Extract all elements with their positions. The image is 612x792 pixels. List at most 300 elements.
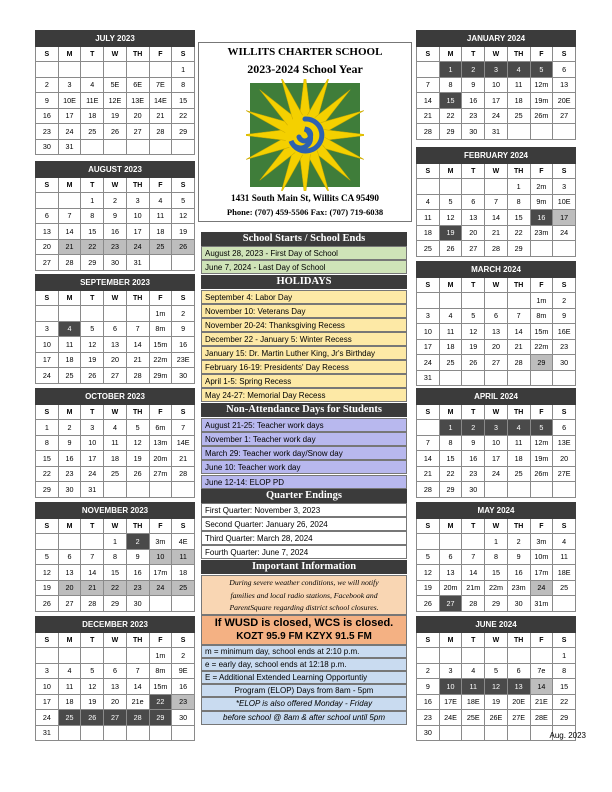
weekday-header: TH — [126, 291, 149, 306]
month-calendar — [35, 161, 195, 271]
day-cell: 8m — [149, 663, 172, 679]
day-cell: 18E — [553, 565, 576, 581]
weekday-header: M — [58, 405, 81, 420]
weekday-header: S — [36, 633, 59, 648]
day-cell: 11 — [439, 324, 462, 340]
weekday-header: S — [36, 519, 59, 534]
day-cell: 24 — [81, 466, 104, 482]
day-cell: 24 — [530, 580, 553, 596]
day-cell: 2 — [553, 293, 576, 309]
legend-elop-note: *ELOP is also offered Monday - Friday — [201, 697, 407, 711]
closure-notice — [201, 615, 407, 645]
day-cell: 17E — [439, 694, 462, 710]
day-cell: 7E — [149, 77, 172, 93]
day-cell: 28 — [172, 466, 195, 482]
weekday-header: TH — [507, 519, 530, 534]
day-cell: 16 — [172, 337, 195, 353]
closure-line: If WUSD is closed, WCS is closed. — [214, 617, 394, 629]
day-cell: 27 — [553, 108, 576, 124]
day-cell: 6 — [104, 663, 127, 679]
day-cell: 9 — [462, 77, 485, 93]
day-cell: 2 — [462, 62, 485, 78]
day-cell — [507, 124, 530, 140]
day-cell: 10 — [36, 679, 59, 695]
day-cell: 20 — [58, 580, 81, 596]
day-cell: 28 — [417, 482, 440, 498]
day-cell: 12m — [530, 435, 553, 451]
day-cell — [485, 293, 508, 309]
day-cell: 18 — [417, 225, 440, 241]
day-cell: 7 — [126, 663, 149, 679]
day-cell: 20 — [553, 451, 576, 467]
day-cell: 26 — [126, 466, 149, 482]
day-cell: 11 — [104, 435, 127, 451]
day-cell: 14 — [507, 324, 530, 340]
day-cell: 6 — [553, 62, 576, 78]
day-cell: 7 — [58, 208, 81, 224]
month-calendar — [35, 502, 195, 612]
non-attendance-row: August 21-25: Teacher work days — [201, 418, 407, 432]
day-cell: 3 — [58, 77, 81, 93]
month-title: JULY 2023 — [36, 31, 195, 47]
day-cell: 2 — [126, 534, 149, 550]
weekday-header: W — [104, 178, 127, 193]
day-cell: 16 — [507, 565, 530, 581]
day-cell: 8 — [485, 549, 508, 565]
quarters-header: Quarter Endings — [201, 489, 407, 503]
day-cell: 29 — [439, 124, 462, 140]
day-cell — [507, 648, 530, 664]
day-cell: 24E — [439, 710, 462, 726]
day-cell: 10E — [553, 194, 576, 210]
quarter-row: Third Quarter: March 28, 2024 — [201, 531, 407, 545]
day-cell: 25E — [462, 710, 485, 726]
day-cell: 19 — [36, 580, 59, 596]
day-cell — [507, 293, 530, 309]
day-cell: 28 — [81, 596, 104, 612]
day-cell: 31 — [58, 139, 81, 155]
weekday-header: T — [462, 405, 485, 420]
day-cell: 5 — [530, 420, 553, 436]
weekday-header: S — [417, 47, 440, 62]
day-cell: 23 — [462, 466, 485, 482]
day-cell — [485, 482, 508, 498]
weekday-header: M — [439, 278, 462, 293]
day-cell — [81, 139, 104, 155]
weekday-header: S — [417, 405, 440, 420]
day-cell: 1m — [149, 648, 172, 664]
non-attendance-header: Non-Attendance Days for Students — [201, 403, 407, 417]
day-cell: 19 — [172, 224, 195, 240]
day-cell: 8 — [104, 549, 127, 565]
day-cell: 5 — [462, 308, 485, 324]
day-cell: 13 — [485, 324, 508, 340]
legend-minimum-day: m = minimum day, school ends at 2:10 p.m. — [201, 645, 407, 658]
weekday-header: W — [104, 405, 127, 420]
day-cell: 28 — [149, 124, 172, 140]
day-cell: 18 — [507, 93, 530, 109]
month-title: JANUARY 2024 — [417, 31, 576, 47]
day-cell — [58, 725, 81, 741]
day-cell: 24 — [485, 108, 508, 124]
day-cell: 20 — [36, 239, 59, 255]
non-attendance-row: June 12-14: ELOP PD — [201, 475, 407, 489]
month-calendar — [35, 30, 195, 155]
day-cell: 1m — [149, 306, 172, 322]
holiday-row: May 24-27: Memorial Day Recess — [201, 388, 407, 402]
day-cell: 13 — [36, 224, 59, 240]
month-calendar — [416, 388, 576, 498]
day-cell: 4 — [553, 534, 576, 550]
day-cell: 28 — [485, 241, 508, 257]
day-cell: 14 — [417, 451, 440, 467]
important-info-header: Important Information — [201, 560, 407, 574]
day-cell: 22 — [104, 580, 127, 596]
weekday-header: M — [58, 178, 81, 193]
day-cell: 4E — [172, 534, 195, 550]
day-cell: 4 — [507, 62, 530, 78]
day-cell: 20m — [439, 580, 462, 596]
day-cell: 2m — [530, 179, 553, 195]
day-cell: 26 — [417, 596, 440, 612]
day-cell: 19 — [81, 352, 104, 368]
day-cell: 13E — [126, 93, 149, 109]
day-cell: 17 — [126, 224, 149, 240]
radio-stations: KOZT 95.9 FM KZYX 91.5 FM — [236, 631, 372, 642]
day-cell — [530, 124, 553, 140]
day-cell: 21 — [81, 580, 104, 596]
day-cell: 5E — [104, 77, 127, 93]
day-cell — [36, 534, 59, 550]
weekday-header: F — [149, 291, 172, 306]
day-cell — [81, 648, 104, 664]
month-calendar — [416, 502, 576, 612]
day-cell — [172, 482, 195, 498]
day-cell: 14 — [81, 565, 104, 581]
day-cell: 10m — [530, 549, 553, 565]
day-cell: 1 — [104, 534, 127, 550]
weekday-header: M — [58, 291, 81, 306]
day-cell: 22 — [36, 466, 59, 482]
day-cell — [149, 596, 172, 612]
day-cell: 31 — [126, 255, 149, 271]
day-cell: 13m — [149, 435, 172, 451]
day-cell — [104, 725, 127, 741]
month-calendar — [416, 616, 576, 741]
day-cell: 15 — [439, 451, 462, 467]
day-cell: 5 — [439, 194, 462, 210]
day-cell: 26 — [462, 355, 485, 371]
day-cell: 25 — [507, 108, 530, 124]
day-cell: 3 — [485, 420, 508, 436]
day-cell: 23 — [172, 694, 195, 710]
day-cell: 28 — [417, 124, 440, 140]
day-cell: 24 — [36, 368, 59, 384]
day-cell — [462, 370, 485, 386]
holiday-row: November 20-24: Thanksgiving Recess — [201, 318, 407, 332]
legend-elop-note-2: before school @ 8am & after school until 5pm — [201, 711, 407, 725]
day-cell: 8 — [439, 435, 462, 451]
day-cell: 23 — [36, 124, 59, 140]
day-cell: 9 — [417, 679, 440, 695]
non-attendance-row: November 1: Teacher work day — [201, 432, 407, 446]
weekday-header: W — [485, 278, 508, 293]
holiday-row: January 15: Dr. Martin Luther King, Jr's Birthday — [201, 346, 407, 360]
day-cell: 14 — [530, 679, 553, 695]
day-cell: 5 — [36, 549, 59, 565]
day-cell — [439, 370, 462, 386]
day-cell: 25 — [58, 710, 81, 726]
weekday-header: F — [530, 278, 553, 293]
day-cell: 26 — [172, 239, 195, 255]
day-cell: 9 — [126, 549, 149, 565]
day-cell — [58, 62, 81, 78]
day-cell: 9 — [553, 308, 576, 324]
day-cell — [553, 241, 576, 257]
day-cell: 25 — [81, 124, 104, 140]
day-cell: 1 — [36, 420, 59, 436]
school-year: 2023-2024 School Year — [247, 62, 363, 76]
day-cell: 21 — [126, 352, 149, 368]
day-cell: 30 — [507, 596, 530, 612]
day-cell: 10 — [485, 77, 508, 93]
day-cell: 24 — [149, 580, 172, 596]
day-cell: 24 — [36, 710, 59, 726]
day-cell: 12m — [530, 77, 553, 93]
day-cell: 15m — [149, 337, 172, 353]
school-address: 1431 South Main St, Willits CA 95490 — [231, 193, 379, 203]
day-cell: 12 — [81, 679, 104, 695]
day-cell: 2 — [507, 534, 530, 550]
day-cell: 10 — [417, 324, 440, 340]
day-cell — [462, 293, 485, 309]
weekday-header: T — [81, 519, 104, 534]
day-cell: 2 — [417, 663, 440, 679]
day-cell: 19 — [485, 694, 508, 710]
day-cell: 26 — [36, 596, 59, 612]
day-cell: 23 — [462, 108, 485, 124]
day-cell: 25 — [172, 580, 195, 596]
day-cell: 8 — [36, 435, 59, 451]
day-cell — [104, 648, 127, 664]
first-day-row: August 28, 2023 - First Day of School — [201, 246, 407, 260]
day-cell — [126, 306, 149, 322]
day-cell: 7 — [417, 77, 440, 93]
day-cell: 27 — [462, 241, 485, 257]
day-cell — [126, 725, 149, 741]
day-cell: 30 — [462, 124, 485, 140]
day-cell: 13 — [553, 77, 576, 93]
month-title: JUNE 2024 — [417, 617, 576, 633]
day-cell: 18 — [58, 694, 81, 710]
day-cell: 12 — [81, 337, 104, 353]
day-cell: 19 — [462, 339, 485, 355]
day-cell: 22m — [149, 352, 172, 368]
day-cell: 5 — [126, 420, 149, 436]
day-cell: 16E — [553, 324, 576, 340]
day-cell: 20 — [462, 225, 485, 241]
day-cell: 15m — [530, 324, 553, 340]
day-cell: 12 — [126, 435, 149, 451]
day-cell: 7 — [172, 420, 195, 436]
day-cell: 1 — [172, 62, 195, 78]
day-cell: 8m — [530, 308, 553, 324]
day-cell: 23 — [553, 339, 576, 355]
day-cell: 4 — [58, 663, 81, 679]
day-cell: 1m — [530, 293, 553, 309]
day-cell: 6E — [126, 77, 149, 93]
day-cell: 25 — [439, 355, 462, 371]
weekday-header: S — [172, 47, 195, 62]
weekday-header: F — [530, 47, 553, 62]
day-cell: 29 — [439, 482, 462, 498]
day-cell: 17m — [530, 565, 553, 581]
day-cell — [58, 193, 81, 209]
weekday-header: T — [462, 47, 485, 62]
day-cell: 17 — [417, 339, 440, 355]
day-cell: 6 — [485, 308, 508, 324]
non-attendance-row: June 10: Teacher work day — [201, 460, 407, 474]
day-cell: 13 — [104, 679, 127, 695]
day-cell — [553, 596, 576, 612]
day-cell: 2 — [58, 420, 81, 436]
weekday-header: S — [36, 47, 59, 62]
day-cell: 2 — [172, 648, 195, 664]
day-cell: 29 — [104, 596, 127, 612]
day-cell: 31 — [81, 482, 104, 498]
day-cell: 3 — [126, 193, 149, 209]
day-cell: 11 — [462, 679, 485, 695]
weekday-header: F — [149, 405, 172, 420]
notice-line: During severe weather conditions, we will notify — [229, 578, 379, 587]
weekday-header: M — [58, 47, 81, 62]
day-cell: 23m — [507, 580, 530, 596]
day-cell: 25 — [104, 466, 127, 482]
day-cell: 20E — [507, 694, 530, 710]
day-cell: 19 — [417, 580, 440, 596]
day-cell — [126, 482, 149, 498]
day-cell: 30 — [553, 355, 576, 371]
weekday-header: S — [172, 178, 195, 193]
day-cell: 22 — [149, 694, 172, 710]
day-cell: 4 — [81, 77, 104, 93]
weekday-header: S — [553, 405, 576, 420]
day-cell: 21 — [507, 339, 530, 355]
day-cell — [58, 534, 81, 550]
day-cell: 9 — [462, 435, 485, 451]
weekday-header: T — [81, 291, 104, 306]
day-cell: 1 — [507, 179, 530, 195]
weekday-header: T — [81, 47, 104, 62]
weekday-header: S — [553, 47, 576, 62]
day-cell — [81, 306, 104, 322]
day-cell: 5 — [81, 321, 104, 337]
weekday-header: T — [81, 633, 104, 648]
day-cell: 3 — [81, 420, 104, 436]
day-cell: 11 — [507, 435, 530, 451]
day-cell: 23 — [126, 580, 149, 596]
day-cell: 13 — [507, 679, 530, 695]
day-cell: 22 — [172, 108, 195, 124]
weekday-header: W — [104, 633, 127, 648]
day-cell: 7 — [81, 549, 104, 565]
day-cell: 19m — [530, 451, 553, 467]
weekday-header: T — [462, 278, 485, 293]
day-cell: 27 — [126, 124, 149, 140]
day-cell: 6 — [439, 549, 462, 565]
day-cell: 12 — [439, 210, 462, 226]
month-title: FEBRUARY 2024 — [417, 148, 576, 164]
day-cell: 21 — [172, 451, 195, 467]
day-cell: 27 — [439, 596, 462, 612]
day-cell: 14 — [126, 337, 149, 353]
day-cell: 26 — [439, 241, 462, 257]
day-cell: 28 — [58, 255, 81, 271]
day-cell — [149, 482, 172, 498]
day-cell: 18 — [439, 339, 462, 355]
day-cell: 17m — [149, 565, 172, 581]
day-cell: 15 — [485, 565, 508, 581]
day-cell — [417, 420, 440, 436]
day-cell: 30 — [172, 710, 195, 726]
weekday-header: S — [36, 405, 59, 420]
day-cell: 3m — [530, 534, 553, 550]
day-cell: 10 — [36, 337, 59, 353]
day-cell: 26 — [81, 368, 104, 384]
weekday-header: F — [149, 519, 172, 534]
day-cell — [439, 293, 462, 309]
day-cell: 28 — [126, 368, 149, 384]
day-cell: 18 — [81, 108, 104, 124]
day-cell: 3 — [36, 321, 59, 337]
quarter-row: Fourth Quarter: June 7, 2024 — [201, 545, 407, 559]
notice-line: families and local radio stations, Facebook and — [230, 590, 378, 600]
day-cell: 2 — [36, 77, 59, 93]
day-cell: 24 — [485, 466, 508, 482]
day-cell: 24 — [126, 239, 149, 255]
day-cell — [462, 648, 485, 664]
day-cell: 7 — [126, 321, 149, 337]
day-cell: 8 — [172, 77, 195, 93]
day-cell: 5 — [417, 549, 440, 565]
day-cell — [36, 193, 59, 209]
day-cell: 4 — [439, 308, 462, 324]
day-cell: 11 — [507, 77, 530, 93]
day-cell: 12 — [36, 565, 59, 581]
day-cell: 19 — [81, 694, 104, 710]
day-cell: 18 — [172, 565, 195, 581]
day-cell: 10 — [485, 435, 508, 451]
day-cell: 9 — [36, 93, 59, 109]
day-cell: 9 — [104, 208, 127, 224]
day-cell: 22 — [439, 108, 462, 124]
day-cell: 4 — [104, 420, 127, 436]
day-cell: 23 — [417, 710, 440, 726]
weather-notice — [201, 575, 407, 615]
day-cell: 29 — [149, 710, 172, 726]
school-starts-header: School Starts / School Ends — [201, 232, 407, 246]
day-cell: 10 — [439, 679, 462, 695]
day-cell: 30 — [104, 255, 127, 271]
day-cell: 12 — [485, 679, 508, 695]
day-cell: 3 — [485, 62, 508, 78]
day-cell: 21E — [530, 694, 553, 710]
day-cell: 27 — [36, 255, 59, 271]
day-cell: 29 — [172, 124, 195, 140]
weekday-header: F — [530, 519, 553, 534]
day-cell: 14E — [149, 93, 172, 109]
day-cell: 31m — [530, 596, 553, 612]
